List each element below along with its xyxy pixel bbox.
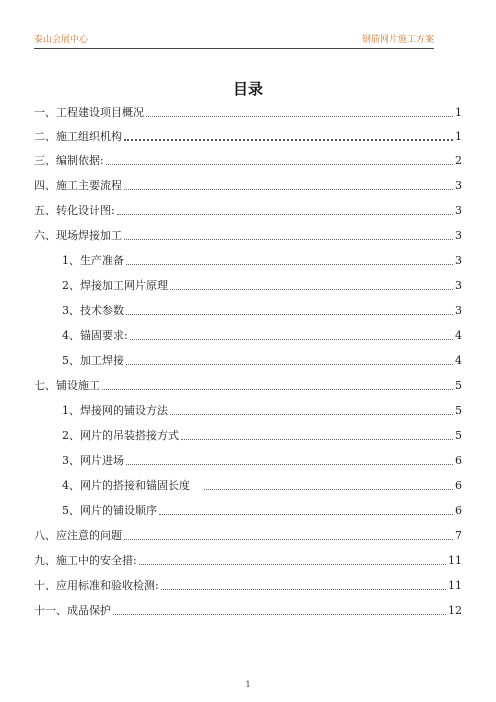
toc-leader	[126, 264, 453, 265]
toc-subentry[interactable]	[62, 352, 462, 368]
toc-leader	[170, 414, 453, 415]
toc-subentry[interactable]	[62, 277, 462, 293]
toc-entry-page: 3	[455, 254, 462, 267]
toc-entry-text: 十一、成品保护	[34, 604, 111, 617]
toc-entry-page: 6	[455, 454, 462, 467]
toc-entry-page: 3	[455, 229, 462, 242]
toc-leader	[139, 564, 446, 565]
toc-entry-page: 5	[455, 404, 462, 417]
toc-entry-text: 5、加工焊接	[62, 354, 124, 367]
toc-entry[interactable]	[34, 602, 462, 618]
toc-entry-text: 九、施工中的安全措:	[34, 554, 137, 567]
toc-entry-page: 5	[455, 429, 462, 442]
toc-entry-text: 3、技术参数	[62, 304, 124, 317]
toc-entry-text: 一、工程建设项目概况	[34, 106, 144, 119]
toc-entry-text: 3、网片进场	[62, 454, 124, 467]
toc-entry-text: 四、施工主要流程	[34, 179, 122, 192]
toc-entry[interactable]	[34, 227, 462, 243]
toc-leader	[124, 539, 453, 540]
toc-subentry[interactable]	[62, 477, 462, 493]
toc-entry-page: 1	[455, 106, 462, 119]
toc-subentry[interactable]	[62, 252, 462, 268]
toc-leader	[124, 189, 453, 190]
toc-entry-page: 6	[455, 504, 462, 517]
toc-leader	[124, 139, 453, 141]
toc-leader	[106, 164, 453, 165]
toc-leader	[170, 289, 453, 290]
toc-entry-text: 六、现场焊接加工	[34, 229, 122, 242]
toc-entry-page: 3	[455, 279, 462, 292]
toc-entry-page: 11	[448, 554, 462, 567]
toc-leader	[124, 239, 453, 240]
toc-entry[interactable]	[34, 177, 462, 193]
toc-entry-page: 11	[448, 579, 462, 592]
toc-leader	[113, 614, 446, 615]
toc-title: 目录	[232, 80, 263, 98]
toc-entry-page: 6	[455, 479, 462, 492]
toc-leader	[117, 214, 453, 215]
toc-leader	[130, 339, 453, 340]
toc-leader	[102, 389, 453, 390]
toc-entry[interactable]	[34, 104, 462, 120]
toc-leader	[126, 364, 453, 365]
toc-entry[interactable]	[34, 552, 462, 568]
toc-entry-page: 4	[455, 329, 462, 342]
toc-entry-text: 5、网片的铺设顺序	[62, 504, 157, 517]
toc-entry-text: 五、转化设计图:	[34, 204, 115, 217]
header-project-name: 泰山会展中心	[34, 35, 89, 45]
toc-leader	[126, 464, 453, 465]
toc-entry[interactable]	[34, 577, 462, 593]
toc-leader	[159, 514, 453, 515]
toc-entry-text: 4、网片的搭接和锚固长度	[62, 479, 190, 492]
toc-leader	[181, 439, 453, 440]
toc-entry-page: 7	[455, 529, 462, 542]
toc-entry-page: 5	[455, 379, 462, 392]
toc-entry-page: 12	[448, 604, 462, 617]
toc-subentry[interactable]	[62, 327, 462, 343]
toc-entry[interactable]	[34, 128, 462, 144]
toc-entry-page: 4	[455, 354, 462, 367]
toc-entry[interactable]	[34, 377, 462, 393]
toc-leader	[204, 489, 453, 490]
toc-entry-text: 八、应注意的问题	[34, 529, 122, 542]
toc-entry-text: 1、焊接网的铺设方法	[62, 404, 168, 417]
toc-entry-text: 2、焊接加工网片原理	[62, 279, 168, 292]
toc-entry-text: 1、生产准备	[62, 254, 124, 267]
toc-entry-page: 1	[455, 130, 462, 143]
toc-subentry[interactable]	[62, 302, 462, 318]
toc-entry-page: 3	[455, 204, 462, 217]
toc-leader	[146, 116, 453, 117]
toc-entry-page: 2	[455, 154, 462, 167]
toc-entry-text: 二、施工组织机构	[34, 130, 122, 143]
toc-subentry[interactable]	[62, 502, 462, 518]
toc-entry-page: 3	[455, 179, 462, 192]
toc-entry[interactable]	[34, 202, 462, 218]
toc-subentry[interactable]	[62, 427, 462, 443]
toc-entry-text: 七、铺设施工	[34, 379, 100, 392]
page-number: 1	[245, 680, 251, 689]
toc-entry[interactable]	[34, 527, 462, 543]
toc-entry-text: 4、锚固要求:	[62, 329, 128, 342]
toc-leader	[126, 314, 453, 315]
toc-subentry[interactable]	[62, 452, 462, 468]
toc-entry-text: 2、网片的吊装搭接方式	[62, 429, 179, 442]
toc-leader	[161, 589, 446, 590]
toc-subentry[interactable]	[62, 402, 462, 418]
toc-entry-text: 十、应用标准和验收检测:	[34, 579, 159, 592]
toc-entry-text: 三、编制依据:	[34, 154, 104, 167]
page-header	[34, 34, 434, 49]
header-document-title: 钢筋网片施工方案	[361, 35, 434, 45]
toc-entry[interactable]	[34, 152, 462, 168]
toc-entry-page: 3	[455, 304, 462, 317]
